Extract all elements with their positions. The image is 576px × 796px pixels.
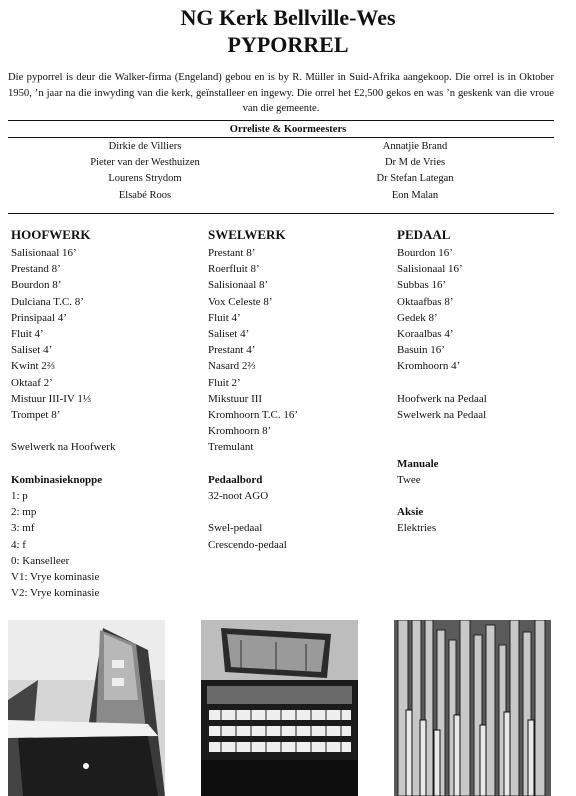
hoofwerk-column bbox=[11, 226, 196, 601]
stop: Kromhoorn 8’ bbox=[208, 425, 272, 438]
church-title: NG Kerk Bellville-Wes bbox=[180, 5, 396, 30]
stop: Mikstuur III bbox=[208, 392, 263, 405]
stop: Oktaaf 2’ bbox=[11, 376, 53, 389]
coupler: Hoofwerk na Pedaal bbox=[397, 392, 487, 405]
pedaal-column bbox=[397, 226, 567, 537]
church-tower-photo bbox=[8, 620, 165, 796]
stop: Gedek 8’ bbox=[397, 311, 438, 324]
stop: Salisionaal 8’ bbox=[208, 279, 269, 292]
stop: Tremulant bbox=[208, 441, 254, 454]
stop: Prestant 8’ bbox=[208, 247, 256, 259]
stop: Kwint 2⅔ bbox=[11, 360, 55, 373]
organ-console-photo bbox=[201, 620, 358, 796]
divider-stops bbox=[8, 213, 554, 214]
stop: Subbas 16’ bbox=[397, 279, 447, 292]
pedal-item: Swel-pedaal bbox=[208, 522, 263, 535]
stop: Fluit 4’ bbox=[208, 311, 241, 324]
combination-item: 3: mf bbox=[11, 522, 35, 535]
choir-heading: Orreliste & Koormeesters bbox=[229, 124, 347, 135]
choir-name: Lourens Strydom bbox=[108, 173, 182, 185]
stop: Koraalbas 4’ bbox=[397, 328, 454, 341]
stop: Prestand 8’ bbox=[11, 263, 61, 276]
choir-name: Dr Stefan Lategan bbox=[376, 173, 454, 185]
page-title: PYPORREL bbox=[227, 32, 349, 57]
stop: Kromhoorn T.C. 16’ bbox=[208, 409, 299, 422]
intro-paragraph: Die pyporrel is deur die Walker-firma (Engeland) gebou en is by R. Müller in Suid-Afrika aangekoop. Die orrel is in Oktober 1950, ’n jaar na die inwyding van die kerk, geïnstalleer en ingewy. Die orrel het £2,500 gekos en was ’n geskenk van die vroue van die gemeente. bbox=[8, 72, 554, 114]
choir-right-list bbox=[340, 139, 490, 204]
stop: Mistuur III-IV 1⅓ bbox=[11, 392, 92, 405]
stop: Fluit 4’ bbox=[11, 328, 44, 341]
stop: Basuin 16’ bbox=[397, 344, 445, 357]
stop: Prinsipaal 4’ bbox=[11, 311, 67, 324]
pedaalbord-heading: Pedaalbord bbox=[208, 473, 263, 486]
stop: Prestant 4’ bbox=[208, 344, 256, 357]
manuale-value: Twee bbox=[397, 473, 421, 486]
choir-name: Annatjie Brand bbox=[382, 141, 448, 152]
divider-top bbox=[8, 120, 554, 121]
swelwerk-column bbox=[208, 226, 388, 553]
choir-left-list bbox=[60, 139, 230, 204]
combination-item: V1: Vrye kominasie bbox=[11, 571, 100, 584]
stop: Dulciana T.C. 8’ bbox=[11, 295, 84, 308]
pedaal-heading: PEDAAL bbox=[397, 227, 451, 242]
stop: Vox Celeste 8’ bbox=[208, 295, 273, 308]
swelwerk-heading: SWELWERK bbox=[208, 227, 286, 242]
stop: Nasard 2⅔ bbox=[208, 360, 256, 373]
stop: Oktaafbas 8’ bbox=[397, 295, 454, 308]
combination-item: 0: Kanselleer bbox=[11, 554, 70, 567]
choir-name: Elsabé Roos bbox=[118, 189, 172, 201]
manuale-heading: Manuale bbox=[397, 457, 439, 470]
stop: Fluit 2’ bbox=[208, 376, 241, 389]
combination-item: 1: p bbox=[11, 490, 28, 503]
aksie-value: Elektries bbox=[397, 522, 437, 535]
stop: Salisionaal 16’ bbox=[397, 263, 463, 276]
choir-name: Dr M de Vries bbox=[384, 157, 446, 169]
hoofwerk-heading: HOOFWERK bbox=[11, 227, 91, 242]
pedal-item: Crescendo-pedaal bbox=[208, 538, 287, 551]
stop: Saliset 4’ bbox=[11, 344, 53, 357]
combination-item: V2: Vrye kominasie bbox=[11, 587, 100, 600]
stop: Salisionaal 16’ bbox=[11, 247, 77, 259]
choir-name: Eon Malan bbox=[391, 189, 439, 201]
stop: Kromhoorn 4’ bbox=[397, 360, 461, 373]
stop: Bourdon 8’ bbox=[11, 279, 62, 292]
kombinasie-heading: Kombinasieknoppe bbox=[11, 473, 103, 486]
stop: Roerfluit 8’ bbox=[208, 263, 260, 276]
aksie-heading: Aksie bbox=[397, 506, 424, 519]
combination-item: 2: mp bbox=[11, 506, 37, 519]
divider-choir bbox=[8, 137, 554, 138]
choir-name: Dirkie de Villiers bbox=[108, 141, 182, 152]
coupler: Swelwerk na Pedaal bbox=[397, 409, 487, 422]
combination-item: 4: f bbox=[11, 538, 26, 551]
stop: Saliset 4’ bbox=[208, 328, 250, 341]
pedaalbord-value: 32-noot AGO bbox=[208, 490, 269, 503]
choir-name: Pieter van der Westhuizen bbox=[90, 157, 200, 169]
coupler: Swelwerk na Hoofwerk bbox=[11, 441, 116, 454]
organ-pipes-photo bbox=[394, 620, 551, 796]
stop: Bourdon 16’ bbox=[397, 247, 453, 259]
stop: Trompet 8’ bbox=[11, 409, 61, 422]
